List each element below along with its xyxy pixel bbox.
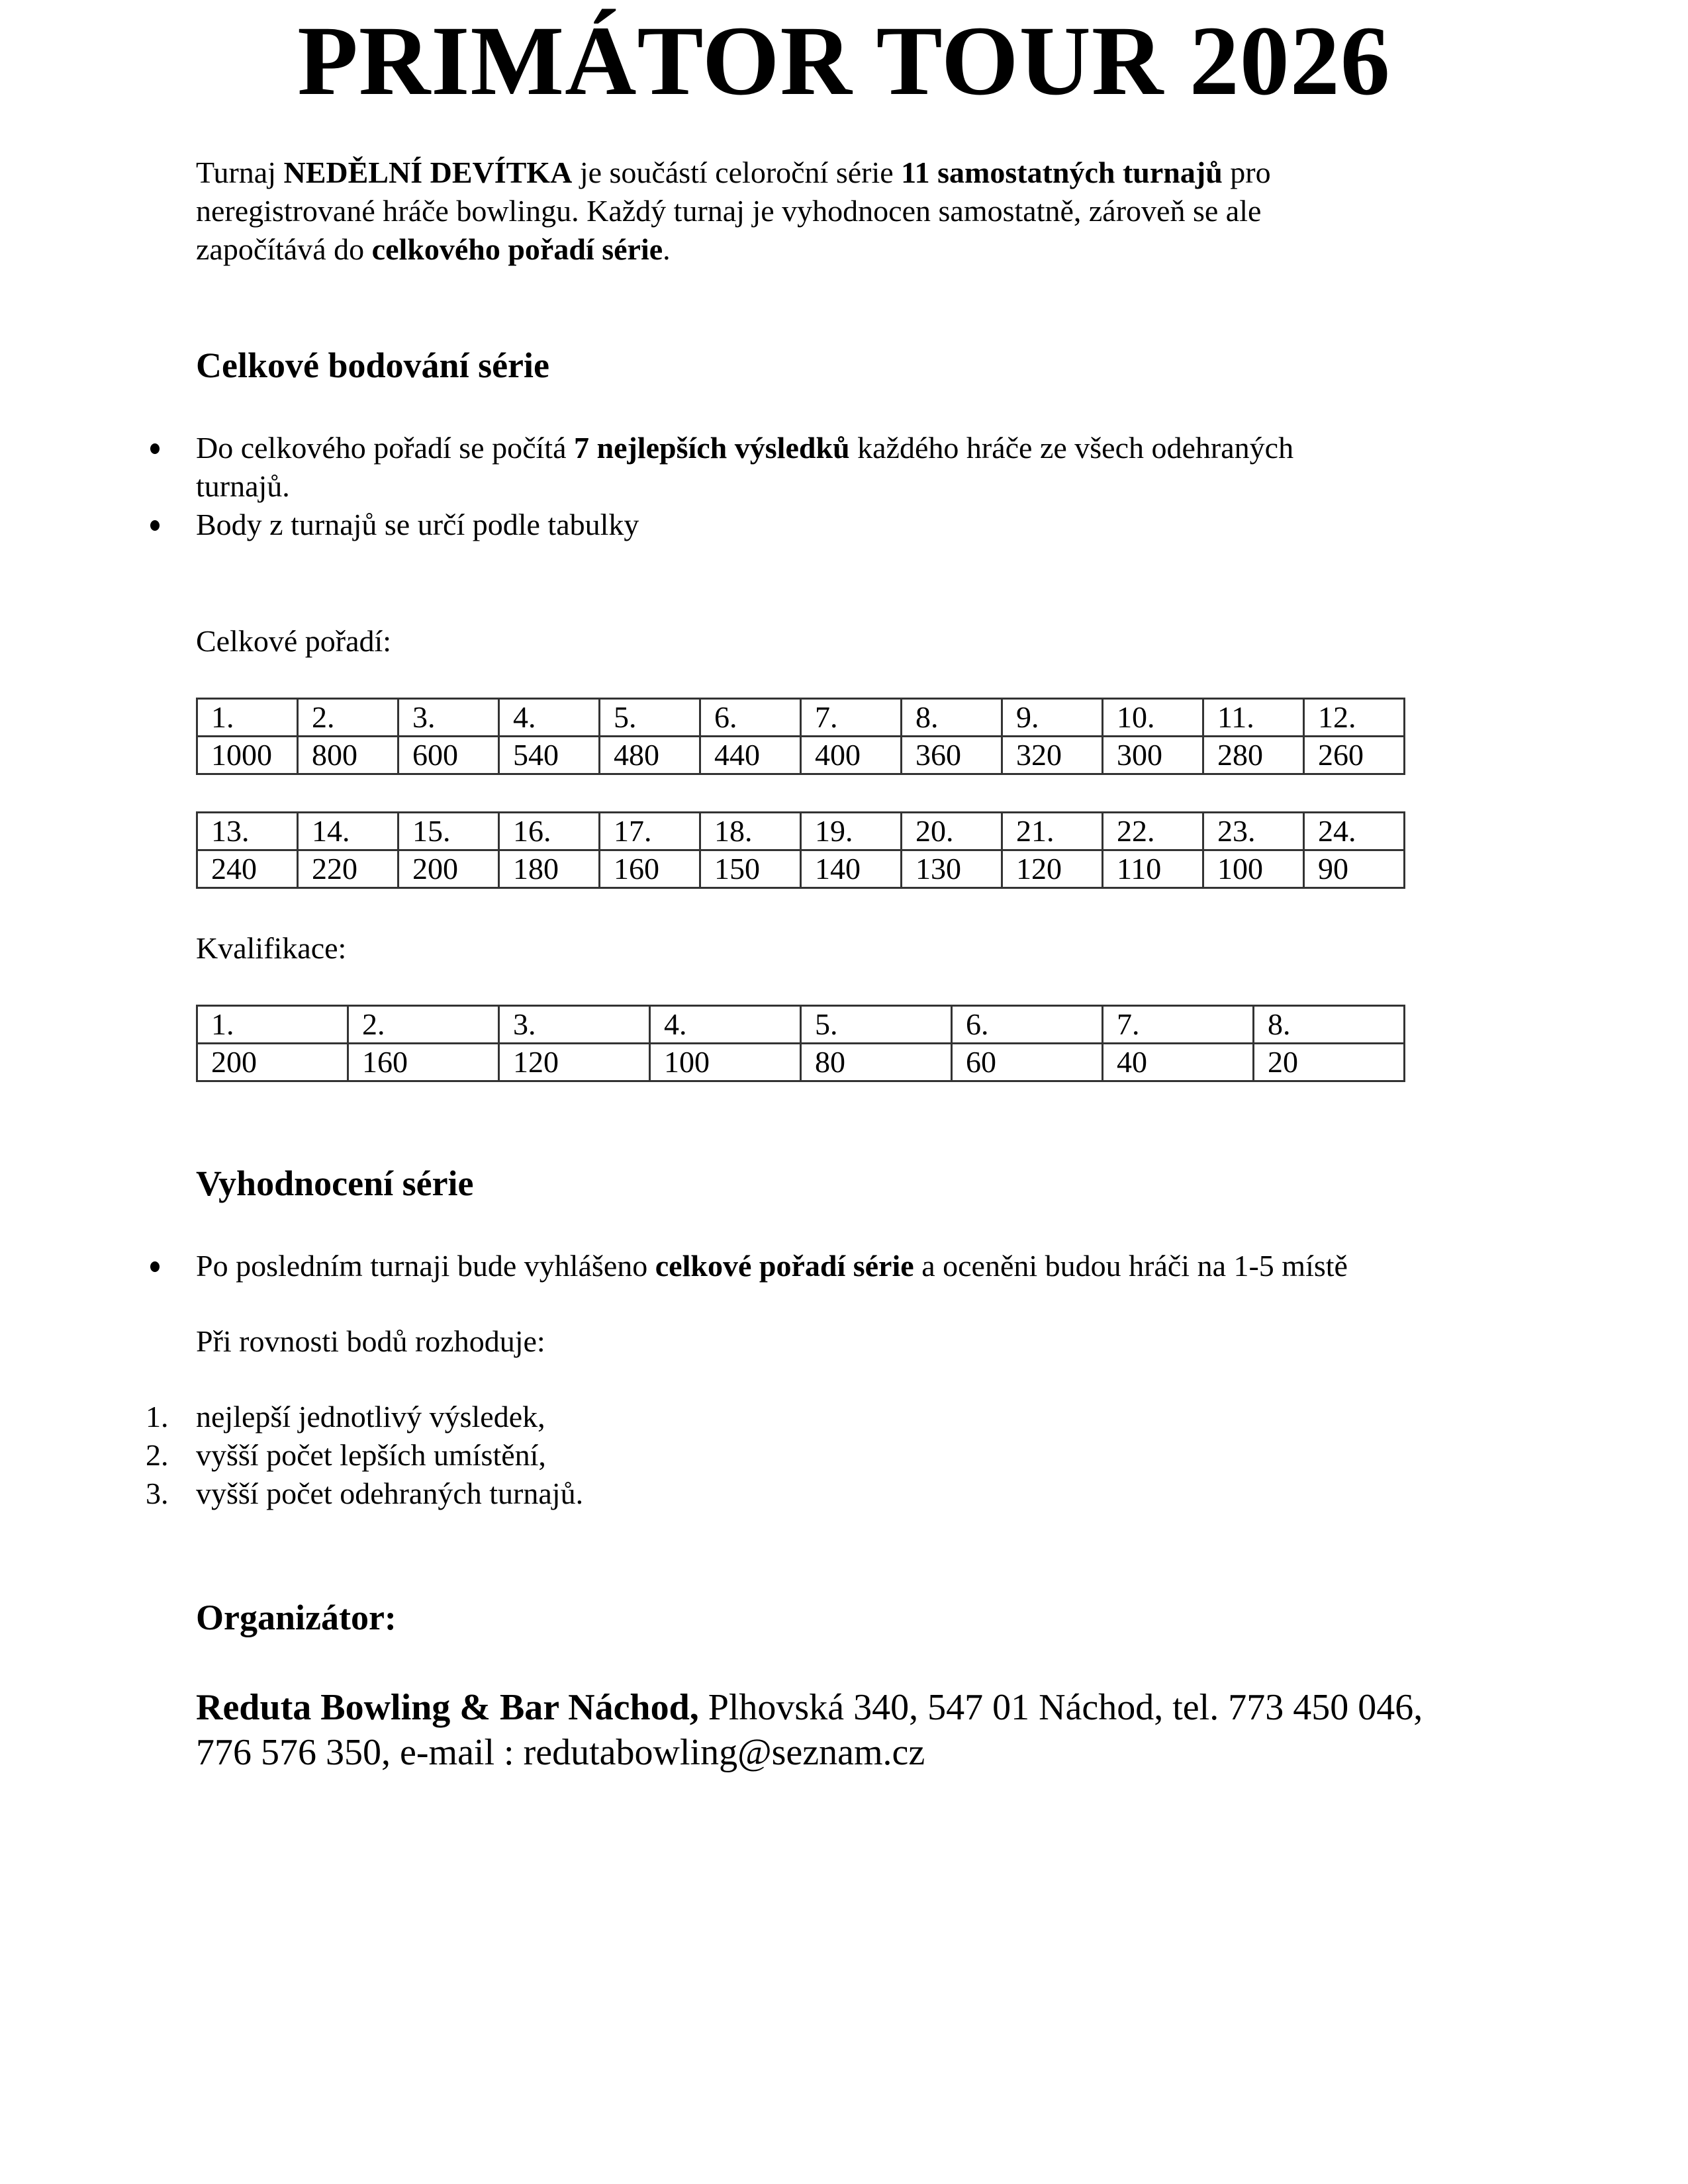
- points-cell: 100: [1203, 850, 1304, 888]
- places-row: [197, 1006, 1405, 1044]
- scoring-heading: Celkové bodování série: [196, 345, 549, 385]
- place-cell: 9.: [1002, 699, 1103, 737]
- points-cell: 260: [1304, 737, 1405, 774]
- place-cell: 21.: [1002, 813, 1103, 850]
- place-cell: 19.: [801, 813, 902, 850]
- place-cell: 13.: [197, 813, 298, 850]
- place-cell: 15.: [399, 813, 499, 850]
- tiebreaker-item: vyšší počet odehraných turnajů.: [196, 1477, 584, 1510]
- place-cell: 24.: [1304, 813, 1405, 850]
- points-cell: 40: [1103, 1044, 1254, 1081]
- bullet-icon: [150, 443, 160, 454]
- points-cell: 540: [499, 737, 600, 774]
- points-cell: 130: [902, 850, 1002, 888]
- points-cell: 480: [600, 737, 700, 774]
- place-cell: 7.: [1103, 1006, 1254, 1044]
- place-cell: 22.: [1103, 813, 1203, 850]
- evaluation-heading: Vyhodnocení série: [196, 1163, 474, 1203]
- organizer-contact: [196, 1685, 1586, 1775]
- place-cell: 1.: [197, 699, 298, 737]
- bullet-icon: [150, 520, 160, 531]
- place-cell: 3.: [499, 1006, 650, 1044]
- points-cell: 800: [298, 737, 399, 774]
- overall-points-table-2: [196, 811, 1405, 889]
- points-cell: 150: [700, 850, 801, 888]
- tournament-name: NEDĚLNÍ DEVÍTKA: [283, 156, 573, 189]
- place-cell: 14.: [298, 813, 399, 850]
- points-cell: 20: [1254, 1044, 1405, 1081]
- bullet-icon: [150, 1261, 160, 1272]
- place-cell: 5.: [600, 699, 700, 737]
- overall-label: Celkové pořadí:: [196, 624, 392, 658]
- points-cell: 160: [600, 850, 700, 888]
- tiebreaker-number: 2.: [146, 1438, 169, 1472]
- place-cell: 3.: [399, 699, 499, 737]
- place-cell: 8.: [1254, 1006, 1405, 1044]
- points-cell: 120: [499, 1044, 650, 1081]
- intro-line-1: Turnaj NEDĚLNÍ DEVÍTKA je součástí celoroční série 11 samostatných turnajů pro: [196, 156, 1271, 189]
- intro-line-3: započítává do celkového pořadí série.: [196, 232, 671, 266]
- place-cell: 4.: [499, 699, 600, 737]
- organizer-name: Reduta Bowling & Bar Náchod,: [196, 1687, 699, 1728]
- places-row: [197, 813, 1405, 850]
- place-cell: 11.: [1203, 699, 1304, 737]
- points-cell: 400: [801, 737, 902, 774]
- page-title: PRIMÁTOR TOUR 2026: [297, 6, 1391, 116]
- intro-line-2: neregistrované hráče bowlingu. Každý turnaj je vyhodnocen samostatně, zároveň se ale: [196, 194, 1262, 228]
- points-cell: 110: [1103, 850, 1203, 888]
- place-cell: 10.: [1103, 699, 1203, 737]
- tiebreaker-number: 1.: [146, 1400, 169, 1433]
- qualification-label: Kvalifikace:: [196, 931, 347, 965]
- intro-paragraph: [196, 154, 1454, 269]
- series-count: 11 samostatných turnajů: [901, 156, 1223, 189]
- points-cell: 120: [1002, 850, 1103, 888]
- place-cell: 2.: [298, 699, 399, 737]
- points-cell: 360: [902, 737, 1002, 774]
- place-cell: 4.: [650, 1006, 801, 1044]
- organizer-address: Plhovská 340, 547 01 Náchod, tel. 773 450 046,: [698, 1687, 1423, 1728]
- place-cell: 23.: [1203, 813, 1304, 850]
- points-cell: 320: [1002, 737, 1103, 774]
- scoring-bullet-1: Do celkového pořadí se počítá 7 nejlepších výsledků každého hráče ze všech odehraných turnajů.: [196, 431, 1294, 503]
- points-cell: 300: [1103, 737, 1203, 774]
- points-cell: 160: [348, 1044, 499, 1081]
- place-cell: 6.: [700, 699, 801, 737]
- points-cell: 600: [399, 737, 499, 774]
- place-cell: 6.: [952, 1006, 1103, 1044]
- place-cell: 16.: [499, 813, 600, 850]
- points-row: [197, 1044, 1405, 1081]
- tie-label: Při rovnosti bodů rozhoduje:: [196, 1324, 545, 1358]
- points-cell: 220: [298, 850, 399, 888]
- place-cell: 5.: [801, 1006, 952, 1044]
- overall-points-table-1: [196, 698, 1405, 775]
- points-cell: 140: [801, 850, 902, 888]
- points-cell: 60: [952, 1044, 1103, 1081]
- points-cell: 440: [700, 737, 801, 774]
- qualification-points-table: [196, 1005, 1405, 1082]
- place-cell: 17.: [600, 813, 700, 850]
- points-cell: 1000: [197, 737, 298, 774]
- tiebreaker-number: 3.: [146, 1477, 169, 1510]
- places-row: [197, 699, 1405, 737]
- evaluation-bullet: Po posledním turnaji bude vyhlášeno celkové pořadí série a oceněni budou hráči na 1-5 místě: [196, 1249, 1348, 1283]
- points-cell: 280: [1203, 737, 1304, 774]
- place-cell: 8.: [902, 699, 1002, 737]
- scoring-bullet-2: Body z turnajů se určí podle tabulky: [196, 508, 639, 541]
- organizer-heading: Organizátor:: [196, 1598, 397, 1637]
- points-cell: 200: [399, 850, 499, 888]
- place-cell: 7.: [801, 699, 902, 737]
- points-cell: 100: [650, 1044, 801, 1081]
- place-cell: 1.: [197, 1006, 348, 1044]
- tiebreaker-item: vyšší počet lepších umístění,: [196, 1438, 546, 1472]
- place-cell: 2.: [348, 1006, 499, 1044]
- place-cell: 12.: [1304, 699, 1405, 737]
- points-cell: 80: [801, 1044, 952, 1081]
- points-row: [197, 737, 1405, 774]
- organizer-phone-email: 776 576 350, e-mail : redutabowling@seznam.cz: [196, 1732, 925, 1773]
- points-row: [197, 850, 1405, 888]
- points-cell: 180: [499, 850, 600, 888]
- tiebreaker-item: nejlepší jednotlivý výsledek,: [196, 1400, 545, 1433]
- points-cell: 90: [1304, 850, 1405, 888]
- points-cell: 200: [197, 1044, 348, 1081]
- place-cell: 20.: [902, 813, 1002, 850]
- points-cell: 240: [197, 850, 298, 888]
- place-cell: 18.: [700, 813, 801, 850]
